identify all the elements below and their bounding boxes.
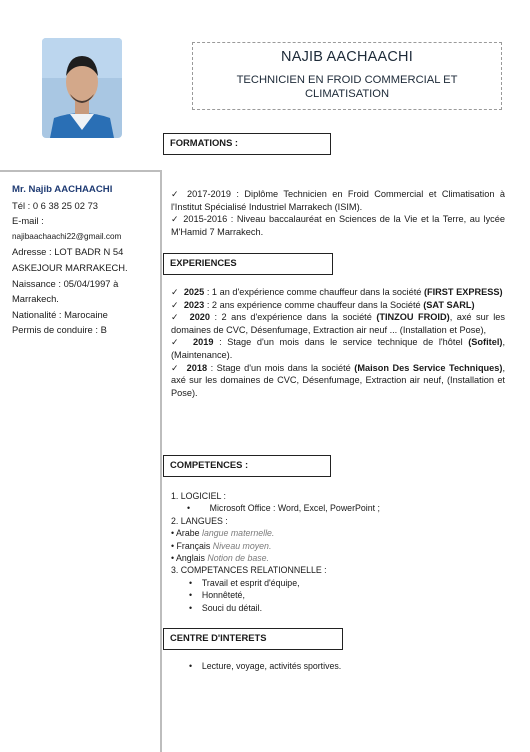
logiciel-item: • Microsoft Office : Word, Excel, PowerPoint ; [187,503,380,514]
formations-list [171,188,505,238]
contact-birth-1: Naissance : 05/04/1997 à [12,277,119,289]
experience-item: ✓ 2019 : Stage d'un mois dans le service technique de l'hôtel (Sofitel), (Maintenance). [171,337,505,360]
contact-license: Permis de conduire : B [12,324,107,336]
interests-heading: CENTRE D'INTERETS [163,628,343,650]
logiciel-label: 1. LOGICIEL : [171,491,226,501]
contact-phone: Tél : 0 6 38 25 02 73 [12,199,99,211]
relational-item: • Souci du détail. [189,602,263,613]
langue-item: • Arabe langue maternelle. [171,528,275,539]
experience-item: ✓ 2023 : 2 ans expérience comme chauffeur dans la Société (SAT SARL) [171,299,475,310]
experiences-heading: EXPERIENCES [163,253,333,275]
interests-list [171,660,501,672]
contact-email-label: E-mail : [12,215,44,227]
contact-address-1: Adresse : LOT BADR N 54 [12,246,124,258]
experiences-list [171,286,505,399]
formations-heading: FORMATIONS : [163,133,331,155]
contact-info [12,182,158,338]
langues-label: 2. LANGUES : [171,515,228,526]
experience-item: ✓ 2018 : Stage d'un mois dans la société (Maison Des Service Techniques), axé sur les domaines de CVC, Désenfumage, Extraction air neuf, (Installation et Pose). [171,362,506,398]
competences-list [171,490,501,614]
profile-photo [42,38,122,138]
full-name: NAJIB AACHAACHI [281,49,413,65]
contact-birth-2: Marrakech. [12,293,59,305]
experience-item: ✓ 2025 : 1 an d'expérience comme chauffeur dans la société (FIRST EXPRESS) [171,287,503,297]
formation-item: ✓ 2017-2019 : Diplôme Technicien en Froid Commercial et Climatisation à l'Institut Spécialisé Industriel Marrakech (ISIM). [171,189,505,212]
contact-address-2: ASKEJOUR MARRAKECH. [12,261,128,273]
contact-nationality: Nationalité : Marocaine [12,308,108,320]
formation-item: ✓ 2015-2016 : Niveau baccalauréat en Sciences de la Vie et la Terre, au lycée M'Hamid 7 Marrakech. [171,214,505,237]
relational-label: 3. COMPETANCES RELATIONNELLE : [171,565,327,576]
competences-heading: COMPETENCES : [163,455,331,477]
experience-item: ✓ 2020 : 2 ans d'expérience dans la société (TINZOU FROID), axé sur les domaines de CVC, Désenfumage, Extraction air neuf ... (Installation et Pose), [171,312,505,335]
relational-item: • Honnêteté, [189,590,245,601]
header-box [192,42,502,110]
relational-item: • Travail et esprit d'équipe, [189,577,300,588]
interest-item: • Lecture, voyage, activités sportives. [189,661,342,671]
job-title: TECHNICIEN EN FROID COMMERCIAL ET CLIMATISATION [236,74,458,100]
contact-name: Mr. Najib AACHAACHI [12,184,113,195]
langue-item: • Français Niveau moyen. [171,540,272,551]
langue-item: • Anglais Notion de base. [171,553,269,564]
contact-email[interactable]: najibaachaachi22@gmail.com [12,231,122,241]
